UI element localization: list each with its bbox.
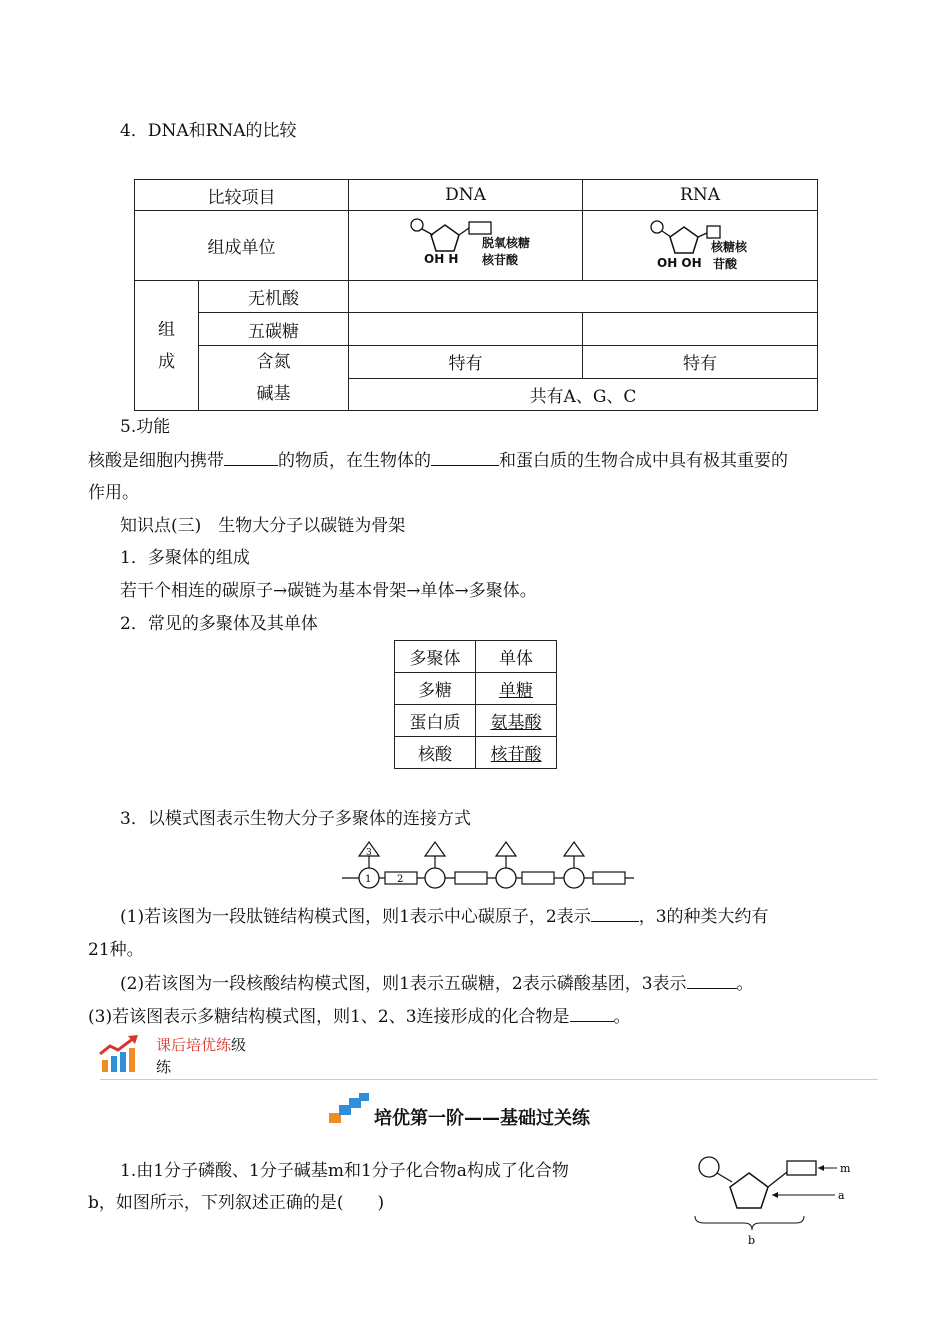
label-2: 2 bbox=[397, 874, 404, 885]
q2-blank bbox=[687, 972, 737, 989]
kp3-item3-title: 3．以模式图表示生物大分子多聚体的连接方式 bbox=[120, 809, 471, 829]
stage-title: 培优第一阶——基础过关练 bbox=[374, 1108, 590, 1129]
dna-nucleotide-figure bbox=[349, 211, 583, 281]
rna-nucleotide-figure bbox=[583, 211, 818, 281]
stairs-icon bbox=[329, 1093, 371, 1125]
monomer-3 bbox=[496, 842, 554, 888]
section5-text bbox=[88, 446, 788, 471]
polymer-model-diagram bbox=[338, 838, 638, 894]
rna-unit-sub: OH OH bbox=[657, 256, 702, 270]
q2-text-a: (2)若该图为一段核酸结构模式图，则1表示五碳糖，2表示磷酸基团，3表示 bbox=[120, 974, 687, 994]
dna-unique-base: 特有 bbox=[349, 346, 583, 379]
section5-title: 5.功能 bbox=[120, 417, 171, 437]
section5-text-c: 和蛋白质的生物合成中具有极其重要的 bbox=[499, 451, 788, 471]
after-class-line2: 练 bbox=[156, 1058, 172, 1076]
label-1: 1 bbox=[365, 874, 372, 885]
mono-row-2: 氨基酸 bbox=[476, 705, 557, 737]
q1-line bbox=[120, 902, 769, 927]
mono-row-3: 核苷酸 bbox=[476, 737, 557, 769]
row-base-1: 含氮 bbox=[256, 352, 291, 372]
dna-unit-sub: OH H bbox=[424, 252, 459, 266]
poly-header-monomer: 单体 bbox=[476, 641, 557, 673]
group-label-2: 成 bbox=[158, 351, 175, 372]
section5-text-d: 作用。 bbox=[88, 483, 139, 503]
shared-base: 共有A、G、C bbox=[349, 378, 818, 411]
dna-rna-compare-table bbox=[134, 179, 818, 411]
kp3-item1-title: 1．多聚体的组成 bbox=[120, 548, 250, 568]
kp3-item1-text: 若干个相连的碳原子→碳链为基本骨架→单体→多聚体。 bbox=[120, 581, 537, 601]
q3-blank bbox=[570, 1005, 614, 1022]
divider bbox=[100, 1079, 878, 1080]
fig-label-a: a bbox=[838, 1189, 845, 1202]
header-rna: RNA bbox=[583, 180, 818, 211]
q3-text-a: (3)若该图表示多糖结构模式图，则1、2、3连接形成的化合物是 bbox=[88, 1007, 570, 1027]
section5-text-b: 的物质，在生物体的 bbox=[278, 451, 431, 471]
unit-label: 组成单位 bbox=[135, 211, 349, 281]
q2-text-b: 。 bbox=[736, 974, 754, 994]
q1-blank bbox=[591, 905, 639, 922]
monomer-1 bbox=[359, 842, 417, 888]
acid-blank bbox=[349, 281, 818, 313]
dna-unit-label-2: 核苷酸 bbox=[482, 253, 519, 267]
poly-row-2: 蛋白质 bbox=[395, 705, 476, 737]
header-dna: DNA bbox=[349, 180, 583, 211]
after-class-red: 课后培优练 bbox=[156, 1036, 232, 1054]
row-acid: 无机酸 bbox=[199, 281, 349, 313]
mono-row-1: 单糖 bbox=[476, 673, 557, 705]
dna-unit-label-1: 脱氧核糖 bbox=[482, 236, 531, 250]
question1-line2: b，如图所示，下列叙述正确的是( ) bbox=[88, 1193, 385, 1213]
polymer-table bbox=[394, 640, 557, 769]
section4-title: 4．DNA和RNA的比较 bbox=[120, 121, 297, 141]
question1-figure bbox=[692, 1150, 862, 1250]
monomer-2 bbox=[425, 842, 487, 888]
q2-line bbox=[120, 969, 754, 994]
blank-2 bbox=[431, 449, 499, 466]
rna-sugar-blank bbox=[583, 313, 818, 346]
poly-row-3: 核酸 bbox=[395, 737, 476, 769]
fig-label-m: m bbox=[840, 1162, 851, 1175]
poly-header-polymer: 多聚体 bbox=[395, 641, 476, 673]
q1-text-b: ，3的种类大约有 bbox=[638, 907, 769, 927]
dna-sugar-blank bbox=[349, 313, 583, 346]
poly-row-1: 多糖 bbox=[395, 673, 476, 705]
row-base-2: 碱基 bbox=[256, 384, 291, 404]
group-label bbox=[135, 281, 199, 411]
after-class-title bbox=[156, 1034, 246, 1055]
q1-text-c: 21种。 bbox=[88, 940, 144, 960]
kp3-title: 知识点(三) 生物大分子以碳链为骨架 bbox=[120, 516, 406, 536]
header-compare-item: 比较项目 bbox=[135, 180, 349, 211]
fig-label-b: b bbox=[748, 1234, 756, 1247]
q1-text-a: (1)若该图为一段肽链结构模式图，则1表示中心碳原子，2表示 bbox=[120, 907, 591, 927]
kp3-item2-title: 2．常见的多聚体及其单体 bbox=[120, 614, 318, 634]
rna-unique-base: 特有 bbox=[583, 346, 818, 379]
row-sugar: 五碳糖 bbox=[199, 313, 349, 346]
section5-text-a: 核酸是细胞内携带 bbox=[88, 451, 224, 471]
group-label-1: 组 bbox=[158, 319, 175, 340]
monomer-4 bbox=[564, 842, 625, 888]
q3-line bbox=[88, 1002, 631, 1027]
question1-line1: 1.由1分子磷酸、1分子碱基m和1分子化合物a构成了化合物 bbox=[120, 1161, 569, 1181]
blank-1 bbox=[224, 449, 278, 466]
row-base bbox=[199, 346, 349, 411]
growth-chart-icon bbox=[98, 1034, 144, 1074]
q3-text-b: 。 bbox=[613, 1007, 631, 1027]
rna-unit-label-2: 苷酸 bbox=[713, 257, 738, 271]
rna-unit-label-1: 核糖核 bbox=[711, 240, 748, 254]
after-class-black: 级 bbox=[231, 1036, 247, 1054]
label-3: 3 bbox=[366, 848, 372, 858]
